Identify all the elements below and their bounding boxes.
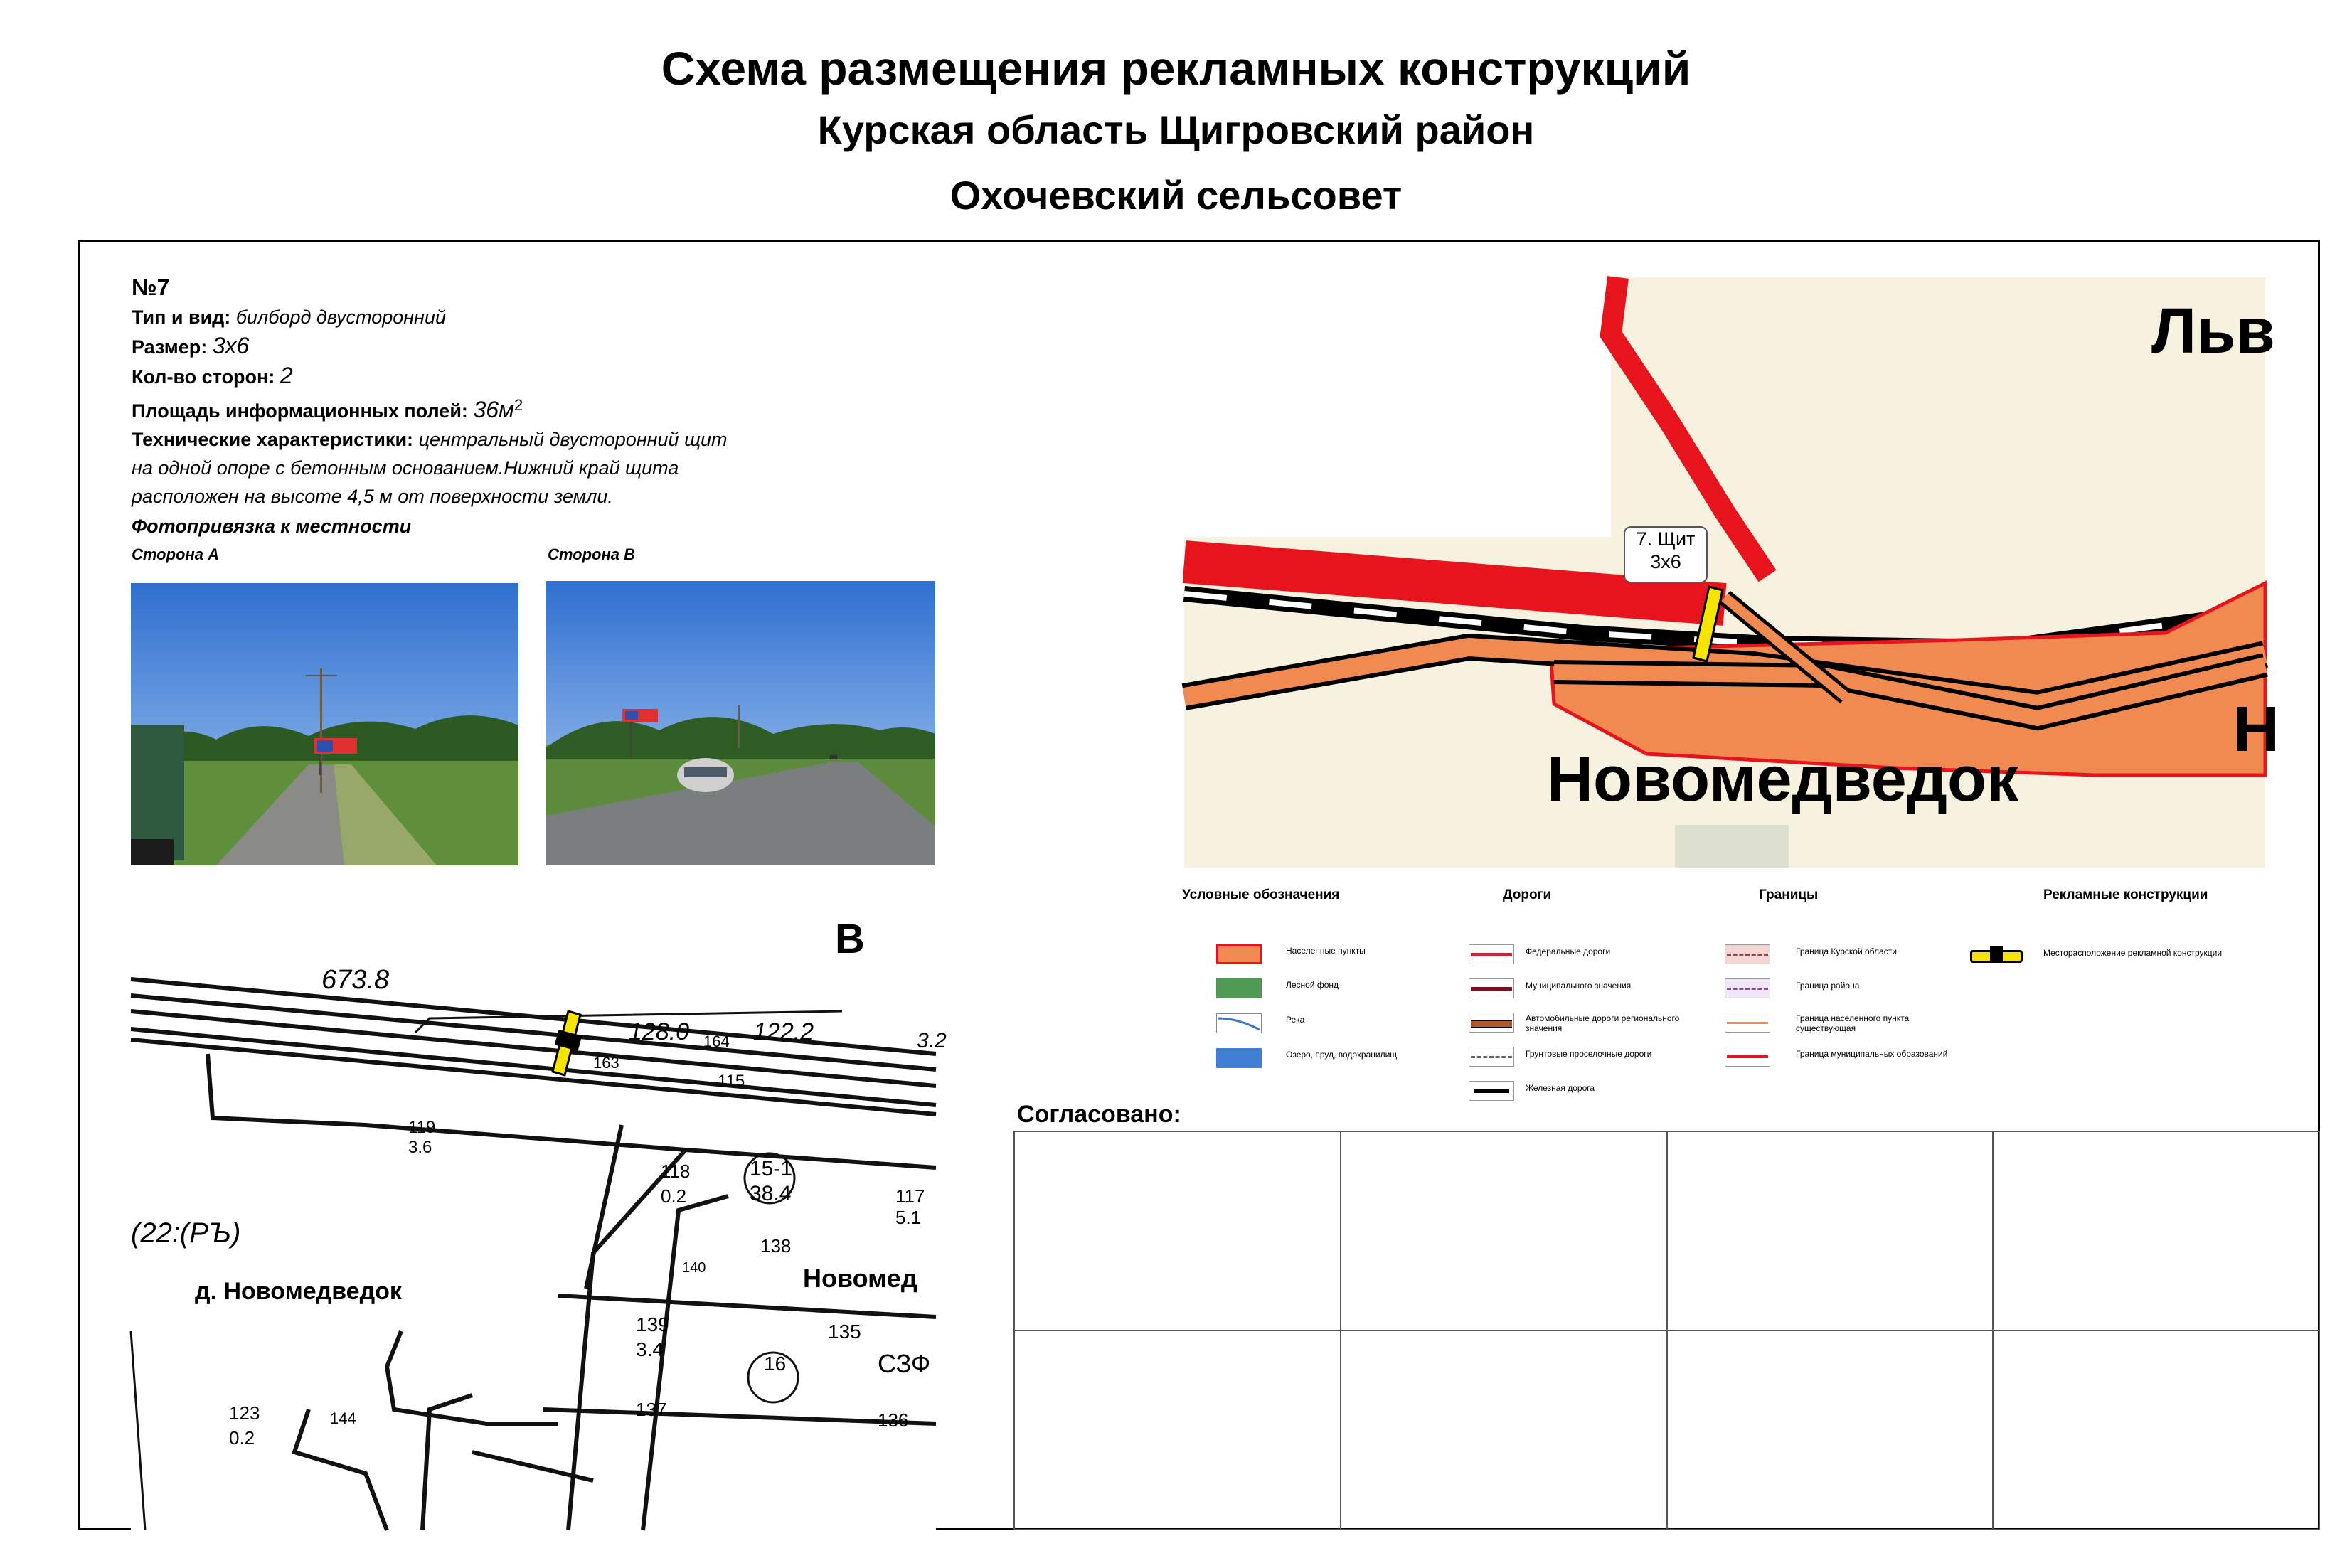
legend-lake: Озеро, пруд, водохранилищ — [1286, 1050, 1398, 1060]
parcel-673-8: 673.8 — [321, 965, 390, 995]
legend-forest: Лесной фонд — [1286, 980, 1339, 990]
approval-cell[interactable] — [1667, 1131, 1994, 1330]
parcel-136: 136 — [878, 1409, 909, 1431]
legend-swatch-railway — [1469, 1081, 1514, 1101]
sign-marker-icon — [550, 1008, 593, 1079]
area-value: 36м — [473, 397, 514, 422]
tech-line-1: центральный двусторонний щит — [418, 429, 728, 450]
legend-swatch-settlement-border — [1725, 1013, 1770, 1033]
size-value: 3х6 — [212, 333, 250, 358]
legend-swatch-lake — [1216, 1048, 1262, 1068]
approval-cell[interactable] — [1014, 1131, 1341, 1330]
parcel-128-0: 128.0 — [629, 1018, 690, 1045]
legend-title-symbols: Условные обозначения — [1182, 887, 1340, 902]
parcel-5-1: 5.1 — [895, 1207, 922, 1228]
parcel-164: 164 — [703, 1033, 730, 1050]
tech-line-2: на одной опоре с бетонным основанием.Нижний край щита — [132, 457, 679, 479]
tech-line-3: расположен на высоте 4,5 м от поверхности земли. — [132, 486, 613, 507]
parcel-139: 139 — [636, 1313, 669, 1335]
tech-row — [132, 425, 728, 454]
village-label: д. Новомедведок — [195, 1278, 402, 1305]
parcel-123: 123 — [229, 1402, 260, 1424]
parcel-38-4: 38.4 — [750, 1182, 792, 1205]
info-block — [132, 272, 728, 511]
approval-cell[interactable] — [1014, 1330, 1341, 1530]
cadastral-szf: СЗФ — [878, 1349, 931, 1378]
parcel-163: 163 — [593, 1054, 619, 1072]
approval-row — [1014, 1330, 2319, 1530]
legend-dirt-road: Грунтовые проселочные дороги — [1526, 1049, 1652, 1059]
legend-swatch-river — [1216, 1013, 1262, 1033]
parcel-122-2: 122.2 — [753, 1018, 814, 1045]
legend-title-roads: Дороги — [1503, 887, 1552, 902]
cadastral-map — [131, 912, 947, 1530]
parcel-138: 138 — [760, 1235, 792, 1257]
legend-swatch-federal-road — [1469, 944, 1514, 964]
type-value: билборд двусторонний — [235, 306, 447, 328]
approval-cell[interactable] — [1341, 1330, 1667, 1530]
map-town-top: Льв — [2151, 296, 2275, 367]
type-row — [132, 303, 728, 331]
legend-district-border: Граница района — [1796, 981, 1860, 991]
legend-settlement-border: Граница населенного пункта существующая — [1796, 1013, 1910, 1033]
parcel-3-4: 3.4 — [636, 1338, 664, 1360]
legend-swatch-region-border — [1725, 944, 1770, 964]
approval-label: Согласовано: — [1017, 1101, 1181, 1128]
location-map — [1184, 277, 2279, 868]
legend-regional-road: Автомобильные дороги регионального значения — [1526, 1013, 1680, 1033]
page-title: Схема размещения рекламных конструкций — [661, 42, 1691, 95]
cadastral-letter: В — [835, 916, 865, 962]
callout-line-2: 3х6 — [1650, 551, 1681, 572]
approval-table — [1013, 1131, 2320, 1530]
size-row — [132, 331, 728, 361]
photo-side-b — [546, 581, 935, 865]
map-sign-callout — [1624, 526, 1708, 583]
approval-cell[interactable] — [1341, 1131, 1667, 1330]
legend-swatch-forest — [1216, 978, 1262, 998]
region-subtitle: Курская область Щигровский район — [817, 107, 1535, 152]
legend-title-borders: Границы — [1759, 887, 1819, 902]
legend-swatch-regional-road — [1469, 1013, 1514, 1033]
legend-swatch-municipal-road — [1469, 978, 1514, 998]
parcel-119: 119 — [408, 1118, 436, 1137]
area-superscript: 2 — [513, 396, 523, 414]
sides-label: Кол-во сторон: — [132, 366, 275, 388]
side-b-label: Сторона В — [548, 545, 635, 563]
callout-line-1: 7. Щит — [1636, 528, 1696, 550]
cadastral-code: (22:(РЪ) — [131, 1217, 241, 1249]
parcel-118: 118 — [661, 1161, 691, 1182]
legend-swatch-district-border — [1725, 978, 1770, 998]
legend-municipal-border: Граница муниципальных образований — [1796, 1049, 1948, 1059]
parcel-137: 137 — [636, 1399, 667, 1420]
approval-cell[interactable] — [1993, 1131, 2319, 1330]
size-label: Размер: — [132, 336, 208, 358]
legend-swatch-settlement — [1216, 944, 1262, 964]
sides-value: 2 — [280, 363, 293, 388]
legend-river: Река — [1286, 1015, 1305, 1025]
tech-label: Технические характеристики: — [132, 429, 414, 450]
legend-swatch-municipal-border — [1725, 1047, 1770, 1067]
area-row — [132, 391, 728, 425]
side-a-label: Сторона А — [132, 545, 219, 563]
parcel-16: 16 — [764, 1353, 787, 1375]
parcel-117: 117 — [895, 1185, 925, 1207]
parcel-115: 115 — [718, 1072, 745, 1091]
parcel-15-1: 15-1 — [750, 1157, 793, 1180]
parcel-140: 140 — [682, 1260, 706, 1276]
legend-railway: Железная дорога — [1526, 1083, 1595, 1093]
legend-region-border: Граница Курской области — [1796, 946, 1897, 956]
legend-title-ads: Рекламные конструкции — [2043, 887, 2208, 902]
parcel-3-6: 3.6 — [408, 1138, 432, 1157]
sides-row — [132, 361, 728, 391]
approval-cell[interactable] — [1667, 1330, 1994, 1530]
cadastral-3-2: 3.2 — [917, 1029, 947, 1052]
legend-federal-road: Федеральные дороги — [1526, 946, 1611, 956]
area-label: Площадь информационных полей: — [132, 400, 468, 422]
legend-municipal-road: Муниципального значения — [1526, 981, 1632, 991]
photo-heading: Фотопривязка к местности — [132, 516, 412, 537]
parcel-135: 135 — [828, 1321, 861, 1343]
parcel-0-2a: 0.2 — [661, 1185, 687, 1207]
legend-settlement: Населенные пункты — [1286, 946, 1366, 956]
legend-ad-location: Месторасположение рекламной конструкции — [2043, 948, 2223, 958]
construction-number: №7 — [132, 274, 170, 300]
type-label: Тип и вид: — [132, 306, 231, 328]
map-town-right: Н — [2233, 694, 2279, 765]
legend-swatch-dirt-road — [1469, 1047, 1514, 1067]
legend-swatch-ad-location — [1970, 946, 2023, 963]
parcel-144: 144 — [330, 1409, 356, 1427]
village-label-2: Новомед — [803, 1264, 917, 1293]
parcel-0-2b: 0.2 — [229, 1427, 255, 1449]
council-subtitle: Охочевский сельсовет — [949, 173, 1403, 218]
map-town-main: Новомедведок — [1547, 744, 2019, 815]
approval-row — [1014, 1131, 2319, 1330]
approval-cell[interactable] — [1993, 1330, 2319, 1530]
photo-side-a — [131, 583, 518, 865]
